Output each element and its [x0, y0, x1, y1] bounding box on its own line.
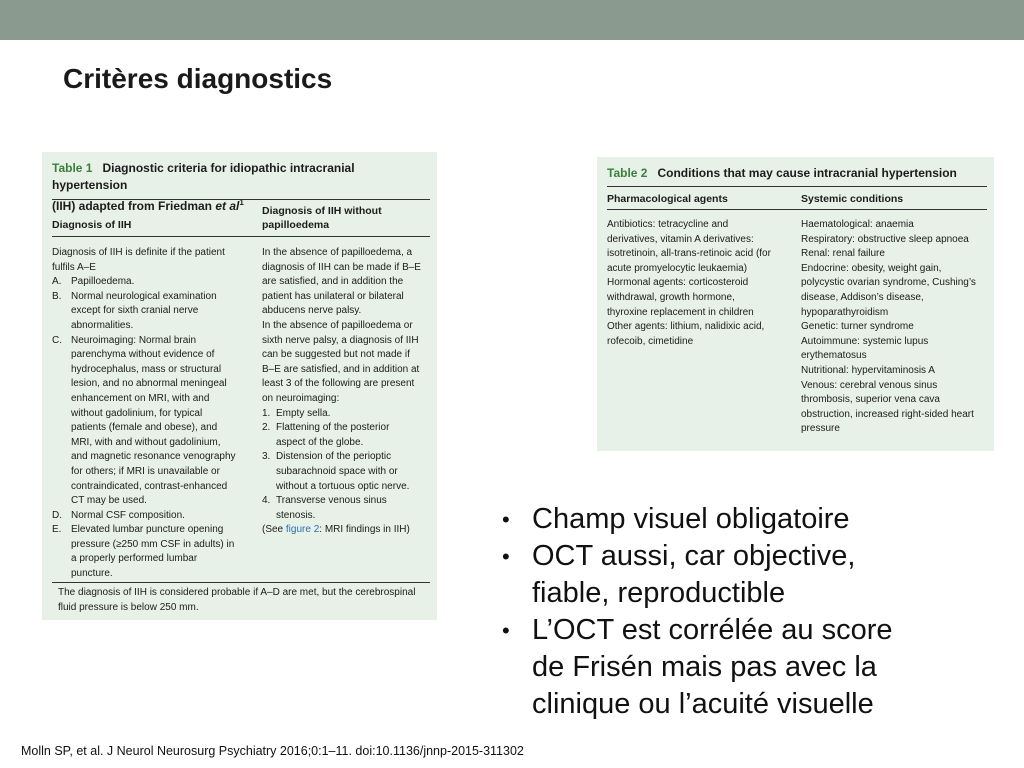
- t2-c2-l10: erythematosus: [801, 350, 867, 362]
- t1-r6: In the absence of papilloedema or: [262, 319, 413, 331]
- table-1-number: Table 1: [52, 161, 93, 175]
- t1-n4b: stenosis.: [276, 509, 316, 521]
- bullet-3-line1: L’OCT est corrélée au score: [532, 614, 893, 646]
- bullet-item-visual-field: [500, 501, 1000, 538]
- table-1-col2-header-line2: papilloedema: [262, 219, 330, 231]
- t1-n1-label: 1.: [262, 407, 271, 419]
- bullet-2-line2: fiable, reproductible: [532, 577, 786, 609]
- table-1-col1-header: Diagnosis of IIH: [52, 219, 132, 231]
- bullet-3-line2: de Frisén mais pas avec la: [532, 651, 877, 683]
- t1-foot1: The diagnosis of IIH is considered probable if A–D are met, but the cerebrospinal: [58, 587, 416, 598]
- figure-2-link[interactable]: figure 2: [285, 524, 320, 536]
- t1-c9: and magnetic resonance venography: [71, 451, 236, 463]
- t1-item-a: [52, 275, 257, 290]
- table-1-caption-em: et al: [215, 199, 240, 213]
- table-2-caption: [607, 165, 992, 182]
- t2-c1-l7: thyroxine replacement in children: [607, 306, 754, 318]
- t2-c1-l4: acute promyelocytic leukaemia): [607, 262, 748, 274]
- t1-b1: Normal neurological examination: [71, 290, 217, 302]
- bullet-2-line1: OCT aussi, car objective,: [532, 540, 856, 572]
- t2-c2-l4: Endocrine: obesity, weight gain,: [801, 262, 942, 274]
- t2-c2-l7: hypoparathyroidism: [801, 306, 889, 318]
- t2-c1-l8: Other agents: lithium, nalidixic acid,: [607, 321, 765, 333]
- t2-c2-l11: Nutritional: hypervitaminosis A: [801, 364, 935, 376]
- t2-c1-l6: withdrawal, growth hormone,: [607, 291, 735, 303]
- t1-r9: B–E are satisfied, and in addition at: [262, 363, 420, 375]
- t1-n3-label: 3.: [262, 451, 271, 463]
- table-1-footnote: [58, 586, 432, 615]
- t1-d1: Normal CSF composition.: [71, 509, 185, 521]
- t1-r1: In the absence of papilloedema, a: [262, 247, 413, 258]
- bullet-list: [500, 501, 1000, 723]
- bullet-item-oct-frisen: [500, 612, 1000, 723]
- t1-c5: enhancement on MRI, with and: [71, 392, 210, 404]
- t1-item-d: [52, 509, 257, 524]
- t1-item-c: [52, 334, 257, 349]
- t1-e3: a properly performed lumbar: [71, 553, 198, 565]
- t1-c4: lesion, and no abnormal meningeal: [71, 378, 227, 390]
- table-2-image: [597, 157, 994, 451]
- t1-e2: pressure (≥250 mm CSF in adults) in: [71, 538, 235, 550]
- t1-b-label: B.: [52, 290, 62, 302]
- t2-c2-l1: Haematological: anaemia: [801, 219, 914, 230]
- t1-n3c: without a tortuous optic nerve.: [276, 480, 410, 492]
- t1-d-label: D.: [52, 509, 62, 521]
- t1-r10: least 3 of the following are present: [262, 378, 415, 390]
- table-1-col2: [262, 246, 434, 538]
- table-2-caption-text: Conditions that may cause intracranial hypertension: [657, 166, 957, 180]
- t2-c2-l2: Respiratory: obstructive sleep apnoea: [801, 233, 969, 245]
- t2-c1-l9: rofecoib, cimetidine: [607, 335, 694, 347]
- table-1-caption-line1: Diagnostic criteria for idiopathic intracranial hypertension: [52, 161, 355, 192]
- t1-c8: MRI, with and without gadolinium,: [71, 436, 221, 448]
- t1-n2b: aspect of the globe.: [276, 436, 364, 448]
- t1-n1: [262, 407, 434, 422]
- t2-c1-l3: isotretinoin, all-trans-retinoic acid (for: [607, 248, 771, 260]
- t1-r3: are satisfied, and in addition the: [262, 276, 404, 288]
- bullet-3-line3: clinique ou l’acuité visuelle: [532, 688, 874, 720]
- table-1-col1: [52, 246, 257, 582]
- t2-c2-l12: Venous: cerebral venous sinus: [801, 379, 938, 391]
- t2-c1-l5: Hormonal agents: corticosteroid: [607, 277, 749, 289]
- t1-n3a: Distension of the perioptic: [276, 451, 392, 463]
- t1-r11: on neuroimaging:: [262, 392, 340, 404]
- bullet-1-text: Champ visuel obligatoire: [532, 503, 850, 535]
- table-2-col1: [607, 218, 797, 349]
- slide-title: Critères diagnostics: [63, 63, 333, 94]
- t1-c2: parenchyma without evidence of: [71, 349, 215, 361]
- table-1-rule-top: [52, 199, 430, 200]
- t1-intro2: fulfils A–E: [52, 261, 96, 273]
- t1-item-b: [52, 290, 257, 305]
- t1-a1: Papilloedema.: [71, 276, 135, 288]
- t1-n4-label: 4.: [262, 495, 271, 507]
- table-2-rule-header: [607, 209, 987, 210]
- t2-c2-l15: pressure: [801, 423, 840, 435]
- t1-c10: for others; if MRI is unavailable or: [71, 465, 220, 477]
- table-1-caption-line2: (IIH) adapted from Friedman: [52, 199, 216, 213]
- t2-c2-l3: Renal: renal failure: [801, 248, 885, 260]
- t1-see-pre: (See: [262, 524, 286, 536]
- t1-c6: without gadolinium, for typical: [71, 407, 203, 419]
- t1-r8: can be suggested but not made if: [262, 349, 410, 361]
- t1-e1: Elevated lumbar puncture opening: [71, 524, 224, 536]
- t1-b3: abnormalities.: [71, 319, 134, 331]
- t1-intro1: Diagnosis of IIH is definite if the patient: [52, 247, 225, 258]
- t1-n2a: Flattening of the posterior: [276, 422, 390, 434]
- t2-c1-l1: Antibiotics: tetracycline and: [607, 219, 729, 230]
- top-banner: [0, 0, 1024, 40]
- t1-foot2: fluid pressure is below 250 mm.: [58, 601, 199, 613]
- t1-n2: [262, 421, 434, 436]
- t1-n2-label: 2.: [262, 422, 271, 434]
- t1-see: [262, 523, 434, 538]
- table-1-rule-footnote: [52, 582, 430, 583]
- t2-c2-l13: thrombosis, superior vena cava: [801, 394, 940, 406]
- t1-item-e: [52, 523, 257, 538]
- t2-c2-l9: Autoimmune: systemic lupus: [801, 335, 929, 347]
- table-2-rule-top: [607, 186, 987, 187]
- bullet-icon: •: [502, 618, 510, 643]
- t1-a-label: A.: [52, 276, 62, 288]
- table-1-caption-sup: 1: [239, 198, 244, 207]
- t1-r4: patient has unilateral or bilateral: [262, 290, 404, 302]
- t1-r2: diagnosis of IIH can be made if B–E: [262, 261, 421, 273]
- table-1-col2-header-line1: Diagnosis of IIH without: [262, 205, 382, 217]
- t1-n4a: Transverse venous sinus: [276, 495, 387, 507]
- t1-c7: patients (female and obese), and: [71, 422, 218, 434]
- t1-c1: Neuroimaging: Normal brain: [71, 334, 197, 346]
- t1-c-label: C.: [52, 334, 62, 346]
- t1-c11: contraindicated, contrast-enhanced: [71, 480, 228, 492]
- t1-see-post: : MRI findings in IIH): [319, 524, 410, 536]
- bullet-icon: •: [502, 544, 510, 569]
- bullet-icon: •: [502, 507, 510, 532]
- t2-c2-l6: disease, Addison’s disease,: [801, 291, 924, 303]
- table-1-image: [42, 152, 437, 620]
- t1-e4: puncture.: [71, 568, 113, 580]
- t1-r5: abducens nerve palsy.: [262, 305, 362, 317]
- t1-r7: sixth nerve palsy, a diagnosis of IIH: [262, 334, 419, 346]
- t1-c12: CT may be used.: [71, 495, 147, 507]
- t1-n1-text: Empty sella.: [276, 407, 331, 419]
- bullet-item-oct: [500, 538, 1000, 612]
- t2-c2-l14: obstruction, increased right-sided heart: [801, 408, 974, 420]
- table-2-col2: [801, 218, 991, 437]
- table-1-rule-header: [52, 236, 430, 237]
- table-2-number: Table 2: [607, 166, 648, 180]
- table-2-col2-header: Systemic conditions: [801, 193, 904, 205]
- t1-e-label: E.: [52, 524, 62, 536]
- t1-b2: except for sixth cranial nerve: [71, 305, 199, 317]
- t1-n3b: subarachnoid space with or: [276, 465, 398, 477]
- citation-footer: Molln SP, et al. J Neurol Neurosurg Psychiatry 2016;0:1–11. doi:10.1136/jnnp-2015-311302: [21, 744, 524, 758]
- t2-c1-l2: derivatives, vitamin A derivatives:: [607, 233, 754, 245]
- t1-n3: [262, 450, 434, 465]
- table-2-col1-header: Pharmacological agents: [607, 193, 728, 205]
- t2-c2-l8: Genetic: turner syndrome: [801, 321, 914, 333]
- t1-n4: [262, 494, 434, 509]
- table-1-col2-header: [262, 204, 437, 232]
- t2-c2-l5: polycystic ovarian syndrome, Cushing’s: [801, 277, 976, 289]
- t1-c3: hydrocephalus, mass or structural: [71, 363, 222, 375]
